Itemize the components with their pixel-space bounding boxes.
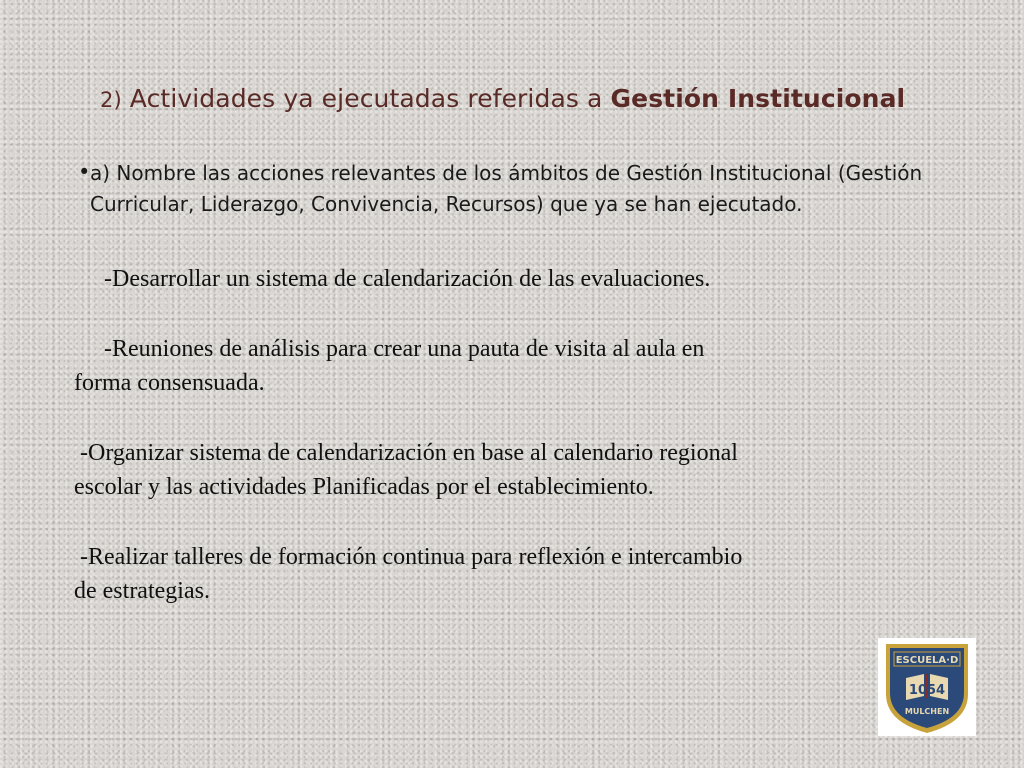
action-line: -Reuniones de análisis para crear una pauta de visita al aula en: [104, 336, 705, 362]
slide-title: [100, 84, 980, 113]
title-main: Actividades ya ejecutadas referidas a: [121, 84, 611, 113]
title-prefix: 2): [100, 88, 122, 112]
logo-number: 1054: [908, 683, 946, 698]
school-crest-icon: [878, 638, 976, 736]
actions-list: [74, 262, 954, 644]
action-line-continued: escolar y las actividades Planificadas por el establecimiento.: [74, 474, 654, 500]
action-line: -Realizar talleres de formación continua para reflexión e intercambio: [80, 544, 743, 570]
action-item: [74, 332, 954, 400]
action-line-continued: forma consensuada.: [74, 370, 265, 396]
action-item: [74, 540, 954, 608]
bullet-dot-icon: •: [78, 160, 91, 184]
logo-bottom-text: MULCHEN: [904, 707, 950, 716]
title-bold: Gestión Institucional: [610, 84, 906, 113]
action-line: -Organizar sistema de calendarización en base al calendario regional: [80, 440, 738, 466]
action-line-continued: de estrategias.: [74, 578, 210, 604]
logo-top-text: ESCUELA·D: [895, 655, 959, 666]
school-logo: [878, 638, 976, 736]
action-item: [74, 436, 954, 504]
bullet-text: a) Nombre las acciones relevantes de los ámbitos de Gestión Institucional (Gestión Curricular, Liderazgo, Convivencia, Recursos) que ya se han ejecutado.: [90, 161, 923, 216]
action-item: [74, 262, 954, 296]
bullet-block: [72, 158, 972, 220]
action-line: -Desarrollar un sistema de calendarización de las evaluaciones.: [104, 266, 711, 292]
